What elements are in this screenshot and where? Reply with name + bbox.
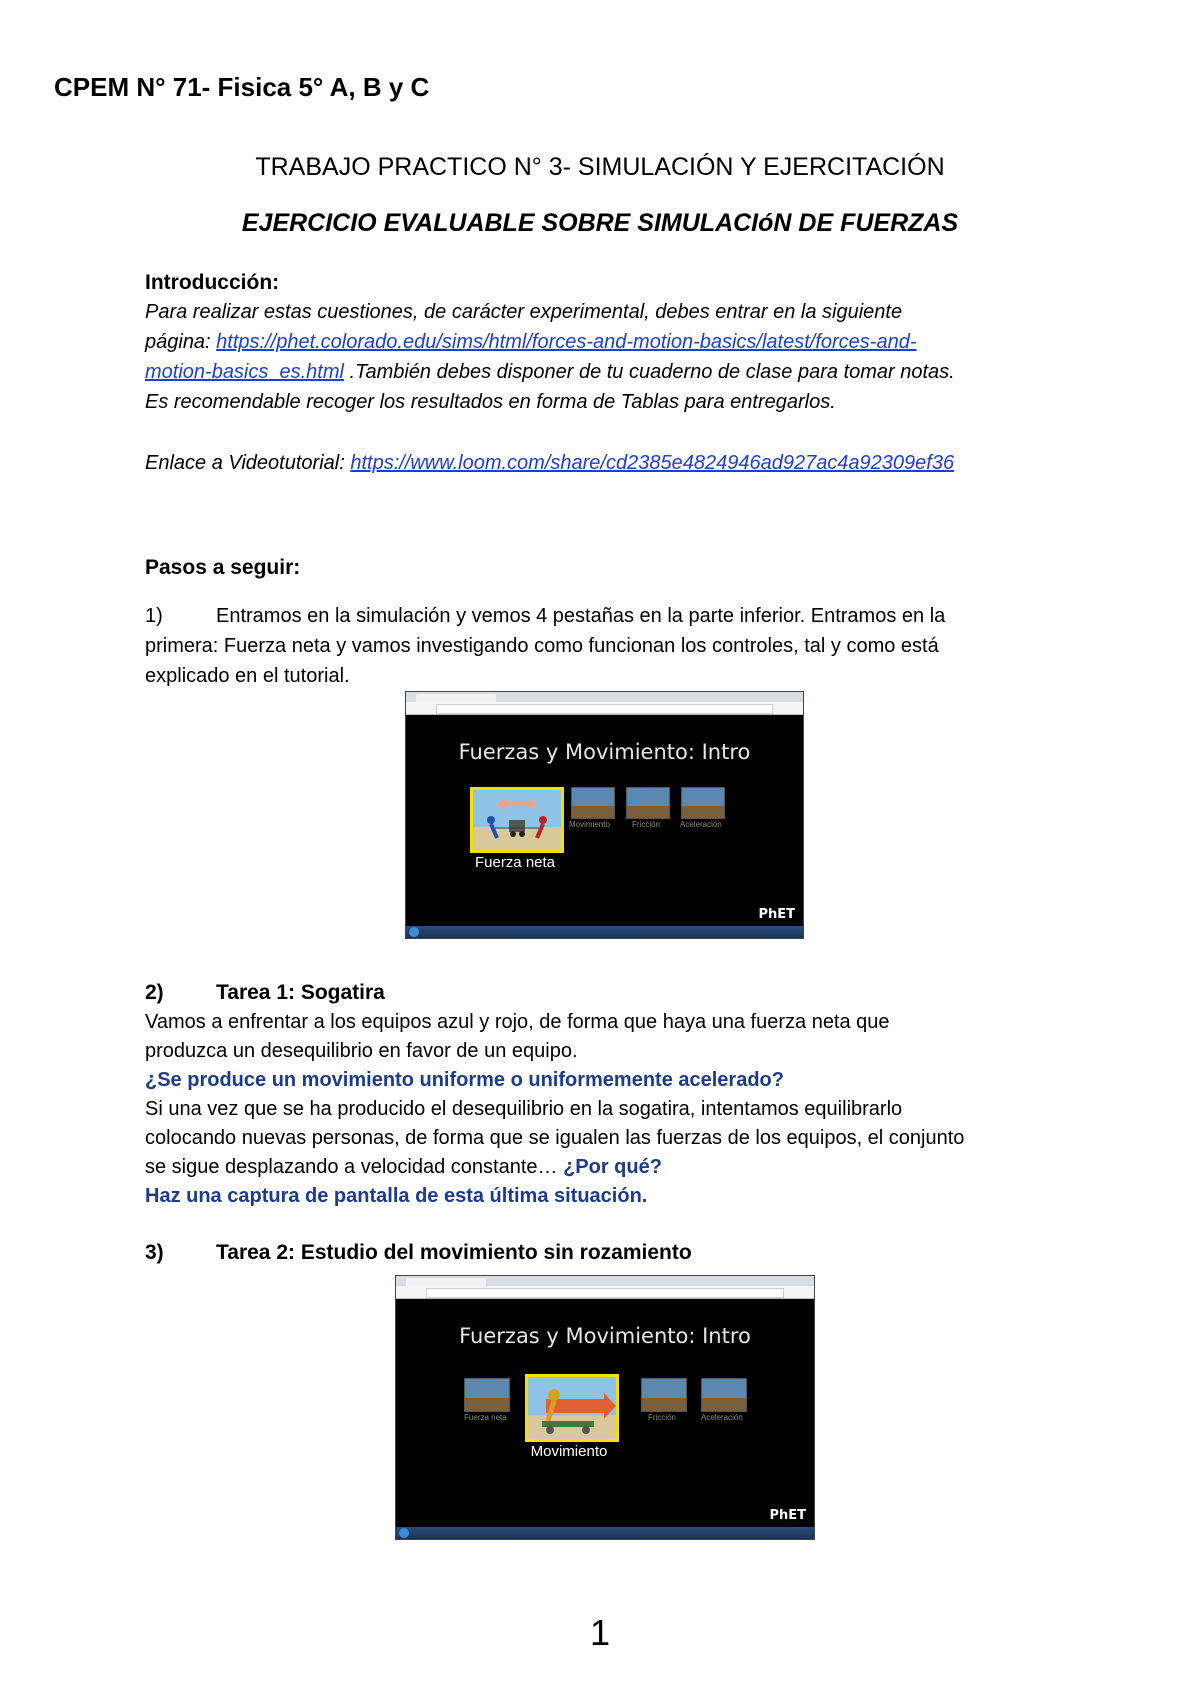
step-3-number: 3) — [145, 1241, 164, 1264]
document-title: TRABAJO PRACTICO N° 3- SIMULACIÓN Y EJERCITACIÓN — [255, 153, 945, 181]
selected-tab-thumbnail — [525, 1374, 619, 1442]
simulation-link-part-2[interactable]: motion-basics_es.html — [145, 361, 344, 383]
simulation-screenshot-1 — [405, 691, 804, 939]
tug-of-war-icon — [473, 790, 561, 850]
step-2-question-1: ¿Se produce un movimiento uniforme o uniformemente acelerado? — [145, 1069, 784, 1091]
intro-heading: Introducción: — [145, 271, 280, 294]
step-2-line-3: Si una vez que se ha producido el desequilibrio en la sogatira, intentamos equilibrarlo — [145, 1098, 903, 1120]
sim-title: Fuerzas y Movimiento: Intro — [459, 1324, 751, 1348]
step-1-line-1: Entramos en la simulación y vemos 4 pestañas en la parte inferior. Entramos en la — [216, 605, 946, 627]
tab-label-friction: Fricción — [632, 820, 661, 829]
step-2-line-2: produzca un desequilibrio en favor de un equipo. — [145, 1040, 578, 1062]
phet-logo: PhET — [758, 907, 795, 922]
intro-line-1: Para realizar estas cuestiones, de carácter experimental, debes entrar en la siguiente — [145, 301, 903, 323]
selected-tab-label: Fuerza neta — [474, 854, 556, 871]
intro-line-2 — [145, 328, 916, 357]
step-2-line-1: Vamos a enfrentar a los equipos azul y rojo, de forma que haya una fuerza neta que — [145, 1011, 890, 1033]
sim-title: Fuerzas y Movimiento: Intro — [458, 740, 751, 764]
step-1-line-3: explicado en el tutorial. — [145, 665, 350, 687]
step-2-line-4: colocando nuevas personas, de forma que se igualen las fuerzas de los equipos, el conjunto — [145, 1127, 965, 1149]
tab-label-acceleration: Aceleración — [680, 820, 722, 829]
intro-line-4: Es recomendable recoger los resultados en forma de Tablas para entregarlos. — [145, 391, 836, 413]
browser-tab-bar — [396, 1276, 814, 1286]
phet-logo: PhET — [769, 1508, 806, 1523]
intro-line-3 — [145, 358, 955, 387]
browser-address-bar — [406, 702, 803, 715]
tab-thumbnail-acceleration — [681, 787, 725, 819]
step-2-number: 2) — [145, 981, 164, 1004]
step-1-number: 1) — [145, 605, 163, 627]
browser-tab-bar — [406, 692, 803, 702]
simulation-link-part-1[interactable]: https://phet.colorado.edu/sims/html/forces-and-motion-basics/latest/forces-and- — [216, 331, 917, 353]
video-tutorial-link[interactable]: https://www.loom.com/share/cd2385e4824946ad927ac4a92309ef36 — [350, 452, 955, 474]
tab-thumbnail-acceleration — [701, 1378, 747, 1412]
steps-heading: Pasos a seguir: — [145, 556, 301, 579]
browser-address-bar — [396, 1286, 814, 1299]
selected-tab-label: Movimiento — [530, 1443, 608, 1460]
video-line — [145, 449, 954, 478]
intro-line-3-suffix: .También debes disponer de tu cuaderno de clase para tomar notas. — [343, 361, 955, 383]
step-3-title: Tarea 2: Estudio del movimiento sin rozamiento — [216, 1241, 692, 1264]
tab-thumbnail-motion — [571, 787, 615, 819]
tab-thumbnail-net-force — [464, 1378, 510, 1412]
os-taskbar — [406, 926, 803, 938]
selected-tab-thumbnail — [470, 787, 564, 853]
tab-thumbnail-friction — [641, 1378, 687, 1412]
video-label: Enlace a Videotutorial: — [145, 452, 351, 474]
intro-line-2-prefix: página: — [145, 331, 217, 353]
step-2-line-5 — [145, 1153, 662, 1182]
motion-icon — [528, 1377, 616, 1439]
document-subtitle: EJERCICIO EVALUABLE SOBRE SIMULACIóN DE FUERZAS — [241, 209, 959, 237]
step-2-line-5-text: se sigue desplazando a velocidad constante… — [145, 1156, 564, 1178]
step-2-instruction: Haz una captura de pantalla de esta última situación. — [145, 1185, 648, 1207]
os-taskbar — [396, 1527, 814, 1539]
tab-label-net-force: Fuerza neta — [464, 1413, 507, 1422]
step-2-question-2: ¿Por qué? — [563, 1156, 662, 1178]
simulation-screenshot-2 — [395, 1275, 815, 1540]
step-1-line-2: primera: Fuerza neta y vamos investigando como funcionan los controles, tal y como está — [145, 635, 939, 657]
step-2-title: Tarea 1: Sogatira — [216, 981, 385, 1004]
tab-label-acceleration: Aceleración — [701, 1413, 743, 1422]
document-header: CPEM N° 71- Fisica 5° A, B y C — [54, 72, 430, 102]
tab-label-friction: Fricción — [648, 1413, 677, 1422]
tab-label-motion: Movimiento — [569, 820, 610, 829]
tab-thumbnail-friction — [626, 787, 670, 819]
page-number: 1 — [589, 1612, 611, 1653]
